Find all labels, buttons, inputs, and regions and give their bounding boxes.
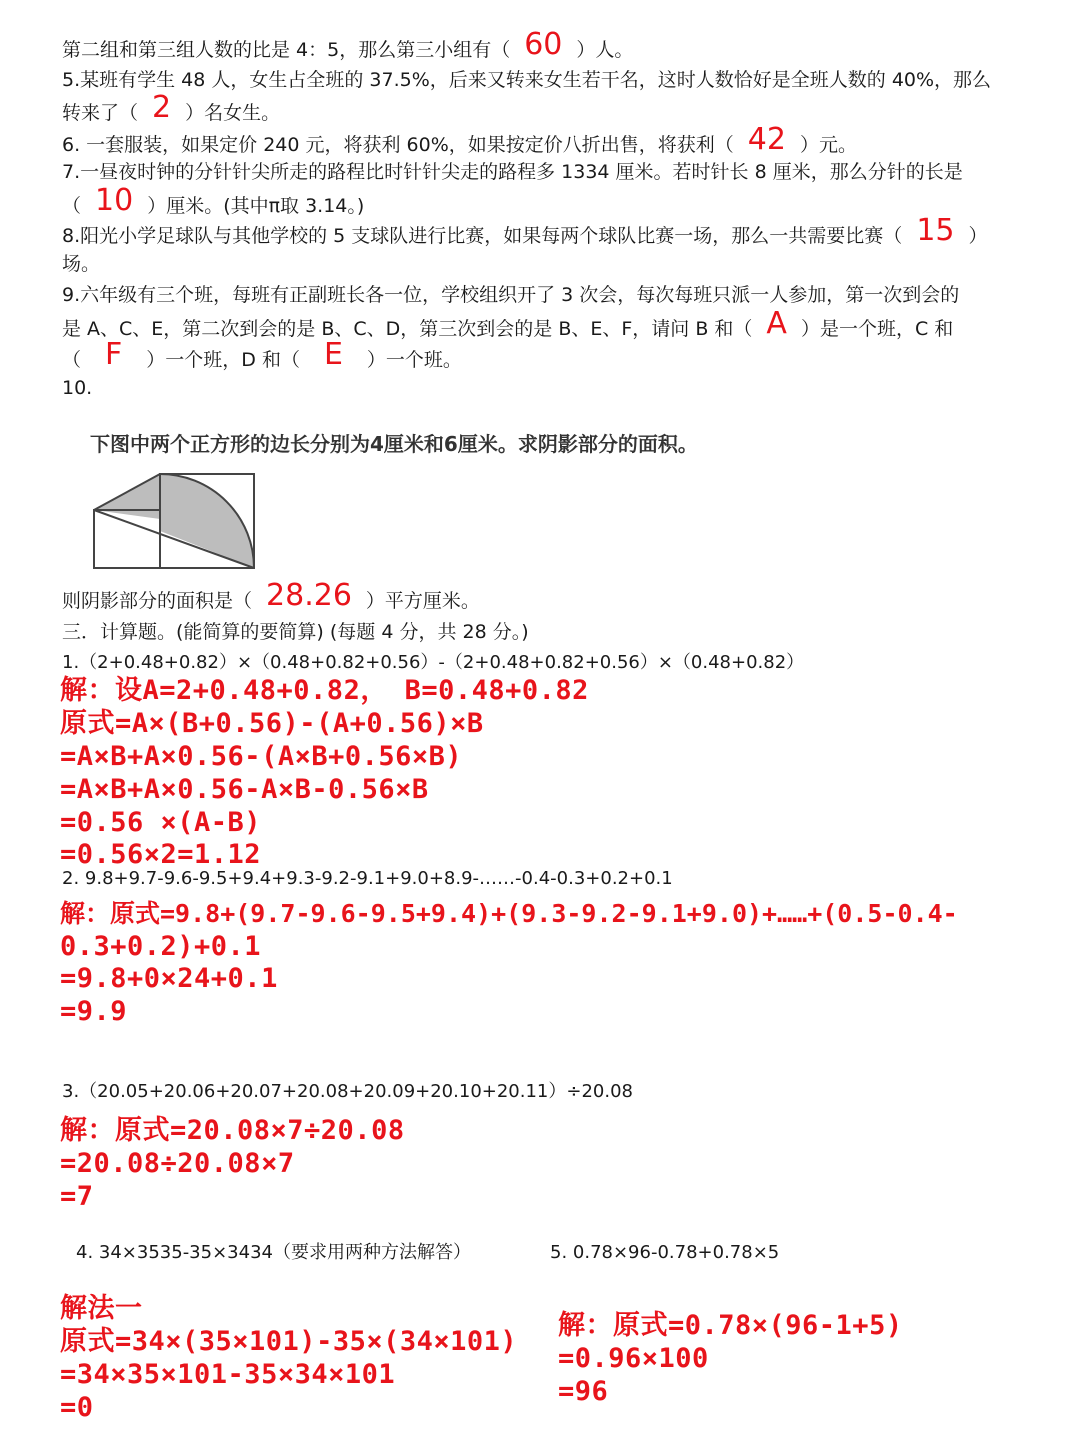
question-line: 8.阳光小学足球队与其他学校的 5 支球队进行比赛，如果每两个球队比赛一场，那么一共需要比赛（ 15 ） <box>62 213 988 248</box>
solution-line: 原式=34×(35×101)-35×(34×101) <box>60 1326 518 1357</box>
solution-line: =9.8+0×24+0.1 <box>60 963 278 994</box>
question-line: 5.某班有学生 48 人，女生占全班的 37.5%，后来又转来女生若干名，这时人数恰好是全班人数的 40%，那么 <box>62 69 992 91</box>
solution-line: =A×B+A×0.56-A×B-0.56×B <box>60 774 429 805</box>
problem-text: 4. 34×3535-35×3434（要求用两种方法解答） <box>76 1242 471 1263</box>
shaded-triangle <box>94 474 160 519</box>
solution-line: =0.56×2=1.12 <box>60 839 262 870</box>
small-square <box>94 510 160 568</box>
question-line: 转来了（ 2 ）名女生。 <box>62 90 281 125</box>
solution-line: =A×B+A×0.56-(A×B+0.56×B) <box>60 741 463 772</box>
solution-line: =9.9 <box>60 996 128 1027</box>
solution-line: =0.56 ×(A-B) <box>60 807 262 838</box>
solution-line: 解法一 <box>60 1293 143 1324</box>
question-line: 则阴影部分的面积是（ 28.26 ）平方厘米。 <box>62 578 480 613</box>
handwritten-answer: F <box>105 337 123 372</box>
handwritten-answer: 28.26 <box>266 578 352 613</box>
squares-figure <box>92 472 260 576</box>
handwritten-answer: 2 <box>152 90 172 125</box>
handwritten-answer: 10 <box>95 183 134 218</box>
handwritten-answer: 42 <box>747 122 786 157</box>
section-heading: 三．计算题。(能简算的要简算) (每题 4 分，共 28 分。) <box>62 621 529 643</box>
solution-line: 解：原式=9.8+(9.7-9.6-9.5+9.4)+(9.3-9.2-9.1+9.0)+……+(0.5-0.4- <box>60 899 958 928</box>
solution-line: =20.08÷20.08×7 <box>60 1148 295 1179</box>
solution-line: =96 <box>558 1376 609 1407</box>
shaded-sector <box>160 474 254 568</box>
question-line: 9.六年级有三个班，每班有正副班长各一位，学校组织开了 3 次会，每次每班只派一人参加，第一次到会的 <box>62 284 960 306</box>
question-number: 10. <box>62 377 93 399</box>
solution-line: =7 <box>60 1181 94 1212</box>
problem-text: 5. 0.78×96-0.78+0.78×5 <box>550 1242 780 1263</box>
handwritten-answer: A <box>766 306 787 341</box>
solution-line: =0.96×100 <box>558 1343 709 1374</box>
question-line: 是 A、C、E，第二次到会的是 B、C、D，第三次到会的是 B、E、F，请问 B 和（ A ）是一个班，C 和 <box>62 306 954 341</box>
question-line: 6. 一套服装，如果定价 240 元，将获利 60%，如果按定价八折出售，将获利（ 42 ）元。 <box>62 122 857 157</box>
solution-line: =0 <box>60 1392 94 1423</box>
solution-line: =34×35×101-35×34×101 <box>60 1359 396 1390</box>
handwritten-answer: 60 <box>524 27 563 62</box>
solution-line: 0.3+0.2)+0.1 <box>60 931 262 962</box>
question-line: （ F ）一个班，D 和（ E ）一个班。 <box>62 337 462 372</box>
solution-line: 解：设A=2+0.48+0.82， B=0.48+0.82 <box>60 675 589 706</box>
problem-text: 2. 9.8+9.7-9.6-9.5+9.4+9.3-9.2-9.1+9.0+8.9-……-0.4-0.3+0.2+0.1 <box>62 868 673 889</box>
solution-line: 解：原式=0.78×(96-1+5) <box>558 1310 903 1341</box>
handwritten-answer: E <box>323 337 343 372</box>
solution-line: 解：原式=20.08×7÷20.08 <box>60 1115 405 1146</box>
problem-text: 3.（20.05+20.06+20.07+20.08+20.09+20.10+20.11）÷20.08 <box>62 1081 633 1102</box>
figure-caption: 下图中两个正方形的边长分别为4厘米和6厘米。求阴影部分的面积。 <box>90 432 698 456</box>
question-line: 第二组和第三组人数的比是 4：5，那么第三小组有（ 60 ）人。 <box>62 27 634 62</box>
question-line: （ 10 ）厘米。(其中π取 3.14。) <box>62 183 365 218</box>
problem-text: 1.（2+0.48+0.82）×（0.48+0.82+0.56）-（2+0.48+0.82+0.56）×（0.48+0.82） <box>62 652 805 673</box>
question-line: 场。 <box>62 253 101 275</box>
question-line: 7.一昼夜时钟的分针针尖所走的路程比时针针尖走的路程多 1334 厘米。若时针长 8 厘米，那么分针的长是 <box>62 161 963 183</box>
solution-line: 原式=A×(B+0.56)-(A+0.56)×B <box>60 708 484 739</box>
handwritten-answer: 15 <box>916 213 955 248</box>
